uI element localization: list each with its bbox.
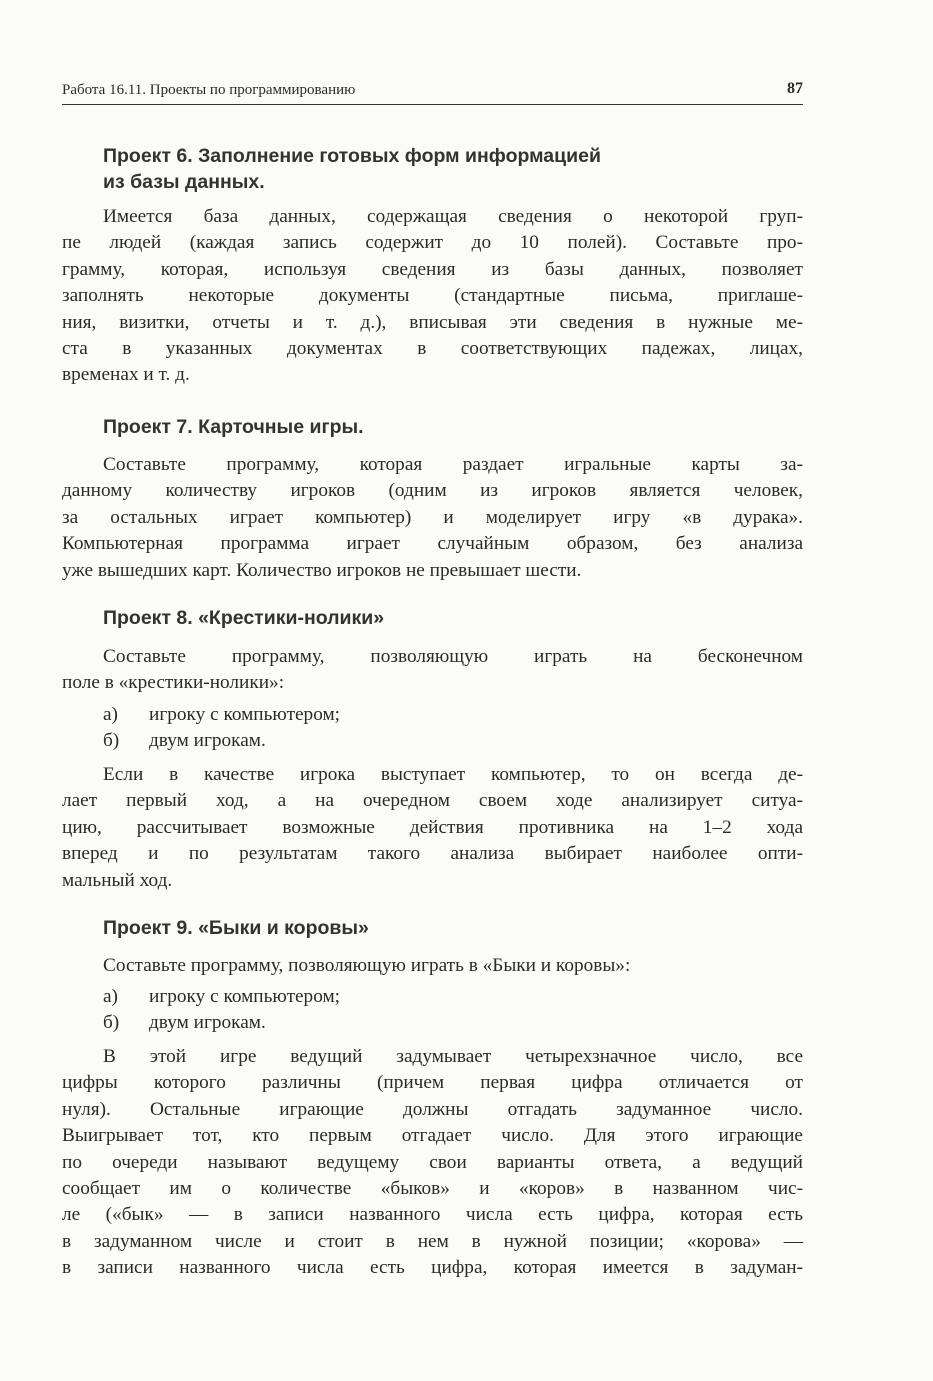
heading-line: Проект 7. Карточные игры. xyxy=(103,416,364,438)
list-item xyxy=(103,702,844,728)
heading-line: Проект 9. «Быки и коровы» xyxy=(103,917,369,939)
enumerated-list xyxy=(62,702,844,755)
paragraph xyxy=(62,1044,803,1282)
heading-line: из базы данных. xyxy=(103,171,265,193)
text-line: данному количеству игроков (одним из игроков является человек, xyxy=(62,480,803,502)
list-text: игроку с компьютером; xyxy=(149,704,341,725)
running-header xyxy=(62,80,803,105)
page-number: 87 xyxy=(787,80,803,97)
list-marker: а) xyxy=(103,986,118,1007)
paragraph xyxy=(62,452,803,584)
paragraph xyxy=(62,762,803,894)
list-item xyxy=(103,728,844,754)
heading-line: Проект 6. Заполнение готовых форм информацией xyxy=(103,145,601,167)
text-line: ле («бык» — в записи названного числа есть цифра, которая есть xyxy=(62,1204,803,1226)
list-text: двум игрокам. xyxy=(149,1012,266,1034)
text-line: Компьютерная программа играет случайным образом, без анализа xyxy=(62,533,803,555)
text-line: цию, рассчитывает возможные действия противника на 1–2 хода xyxy=(62,816,803,838)
header-title: Работа 16.11. Проекты по программированию xyxy=(62,82,356,98)
text-line: нуля). Остальные играющие должны отгадать задуманное число. xyxy=(62,1098,803,1120)
section-heading xyxy=(103,915,803,941)
section-heading xyxy=(103,143,803,195)
text-line: вперед и по результатам такого анализа выбирает наиболее опти- xyxy=(62,843,803,865)
text-line: лает первый ход, а на очередном своем ходе анализирует ситуа- xyxy=(62,790,803,812)
list-item xyxy=(103,984,844,1010)
list-marker: б) xyxy=(103,1012,120,1034)
text-line: уже вышедших карт. Количество игроков не превышает шести. xyxy=(62,559,582,581)
text-line: Составьте программу, позволяющую играть на бесконечном xyxy=(103,646,803,667)
text-line: ста в указанных документах в соответствующих падежах, лицах, xyxy=(62,338,803,360)
list-marker: а) xyxy=(103,704,118,725)
text-line: В этой игре ведущий задумывает четырехзначное число, все xyxy=(103,1046,803,1067)
text-line: за остальных играет компьютер) и моделирует игру «в дурака». xyxy=(62,506,803,528)
list-marker: б) xyxy=(103,730,120,752)
text-line: заполнять некоторые документы (стандартные письма, приглаше- xyxy=(62,285,803,307)
text-line: цифры которого различны (причем первая цифра отличается от xyxy=(62,1072,803,1094)
text-line: по очереди называют ведущему свои варианты ответа, а ведущий xyxy=(62,1151,803,1173)
section-heading xyxy=(103,605,803,631)
text-line: Составьте программу, которая раздает игральные карты за- xyxy=(103,454,803,475)
enumerated-list xyxy=(62,984,844,1037)
text-line: в задуманном числе и стоит в нем в нужной позиции; «корова» — xyxy=(62,1230,803,1252)
text-line: мальный ход. xyxy=(62,869,173,891)
text-line: сообщает им о количестве «быков» и «коров» в названном чис- xyxy=(62,1178,803,1200)
paragraph-intro xyxy=(62,644,803,697)
section-heading xyxy=(103,414,803,440)
list-item xyxy=(103,1010,844,1036)
text-line: поле в «крестики-нолики»: xyxy=(62,672,285,694)
text-line: временах и т. д. xyxy=(62,364,190,386)
paragraph xyxy=(62,204,803,389)
text-line: пе людей (каждая запись содержит до 10 полей). Составьте про- xyxy=(62,232,803,254)
text-line: ния, визитки, отчеты и т. д.), вписывая эти сведения в нужные ме- xyxy=(62,311,803,333)
text-line: Имеется база данных, содержащая сведения о некоторой груп- xyxy=(103,206,803,227)
text-line: Если в качестве игрока выступает компьютер, то он всегда де- xyxy=(103,764,803,785)
text-line: Составьте программу, позволяющую играть в «Быки и коровы»: xyxy=(103,955,631,976)
list-text: двум игрокам. xyxy=(149,730,266,752)
text-line: в записи названного числа есть цифра, которая имеется в задуман- xyxy=(62,1257,803,1279)
text-line: Выигрывает тот, кто первым отгадает число. Для этого играющие xyxy=(62,1125,803,1147)
heading-line: Проект 8. «Крестики-нолики» xyxy=(103,607,385,629)
list-text: игроку с компьютером; xyxy=(149,986,341,1007)
text-line: грамму, которая, используя сведения из базы данных, позволяет xyxy=(62,258,803,280)
paragraph-intro xyxy=(62,953,803,979)
